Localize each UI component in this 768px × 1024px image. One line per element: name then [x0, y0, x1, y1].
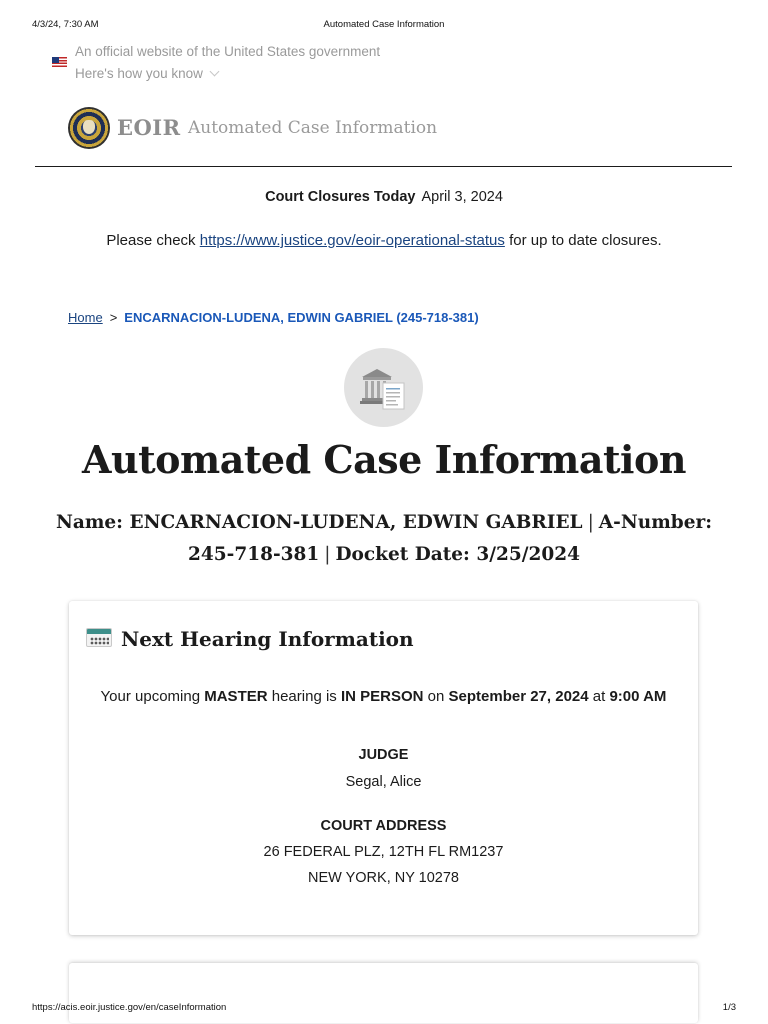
next-hearing-card [69, 601, 698, 935]
docket-date-value: 3/25/2024 [476, 544, 580, 565]
name-label: Name: [55, 512, 124, 533]
court-address-label: COURT ADDRESS [320, 818, 447, 834]
hearing-intro: Your upcoming [100, 688, 201, 705]
check-suffix: for up to date closures. [509, 232, 662, 249]
site-subtitle: Automated Case Information [188, 118, 438, 138]
next-hearing-title: Next Hearing Information [121, 627, 414, 651]
hearing-type: MASTER [204, 688, 268, 705]
courthouse-document-icon-graphic [344, 348, 423, 427]
meta-separator: | [587, 512, 594, 533]
hearing-mid-3: at [592, 688, 606, 705]
operational-status-notice [0, 232, 768, 249]
breadcrumb [68, 310, 479, 325]
operational-status-link[interactable]: https://www.justice.gov/eoir-operational-status [199, 232, 505, 249]
hearing-mid-1: hearing is [271, 688, 337, 705]
gov-banner-official-text: An official website of the United States government [75, 44, 381, 59]
chevron-down-icon [209, 67, 219, 77]
breadcrumb-separator: > [109, 310, 118, 325]
calendar-icon [86, 628, 112, 647]
check-prefix: Please check [106, 232, 196, 249]
respondent-name: ENCARNACION-LUDENA, EDWIN GABRIEL [129, 512, 583, 533]
a-number-value: 245-718-381 [188, 544, 320, 565]
hearing-time: 9:00 AM [609, 688, 667, 705]
hearing-date: September 27, 2024 [448, 688, 589, 705]
print-document-title: Automated Case Information [323, 19, 445, 30]
gov-banner [52, 42, 452, 86]
judge-label: JUDGE [358, 747, 409, 763]
site-brand-link[interactable]: EOIR [117, 115, 181, 140]
breadcrumb-current: ENCARNACION-LUDENA, EDWIN GABRIEL (245-718-381) [124, 310, 479, 325]
court-address-line-2: NEW YORK, NY 10278 [308, 870, 459, 886]
us-flag-icon [52, 57, 67, 67]
meta-separator: | [324, 544, 331, 565]
hearing-mode: IN PERSON [340, 688, 424, 705]
judge-name: Segal, Alice [345, 774, 422, 790]
header-divider [35, 166, 732, 167]
breadcrumb-home-link[interactable]: Home [68, 310, 103, 325]
print-page-number: 1/3 [722, 1002, 736, 1013]
heres-how-you-know-label: Here's how you know [75, 66, 203, 81]
court-closures-line [0, 189, 768, 205]
a-number-label: A-Number: [598, 512, 713, 533]
hearing-mid-2: on [427, 688, 445, 705]
print-datetime: 4/3/24, 7:30 AM [32, 19, 99, 30]
docket-date-label: Docket Date: [335, 544, 470, 565]
site-header [68, 107, 568, 151]
page-title: Automated Case Information [82, 437, 686, 482]
court-closures-label: Court Closures Today [265, 189, 416, 205]
calendar-icon-header [87, 629, 111, 634]
case-summary [40, 507, 728, 571]
courthouse-document-icon [344, 348, 423, 427]
heres-how-you-know-button[interactable] [75, 66, 218, 81]
court-closures-date: April 3, 2024 [421, 189, 503, 205]
doj-seal-icon[interactable] [68, 107, 110, 149]
print-page-url: https://acis.eoir.justice.gov/en/caseInformation [32, 1002, 227, 1013]
print-header [0, 0, 768, 48]
hearing-summary [89, 683, 678, 710]
court-address-line-1: 26 FEDERAL PLZ, 12TH FL RM1237 [263, 844, 504, 860]
calendar-icon-grid [90, 637, 109, 645]
print-footer [0, 992, 768, 1024]
